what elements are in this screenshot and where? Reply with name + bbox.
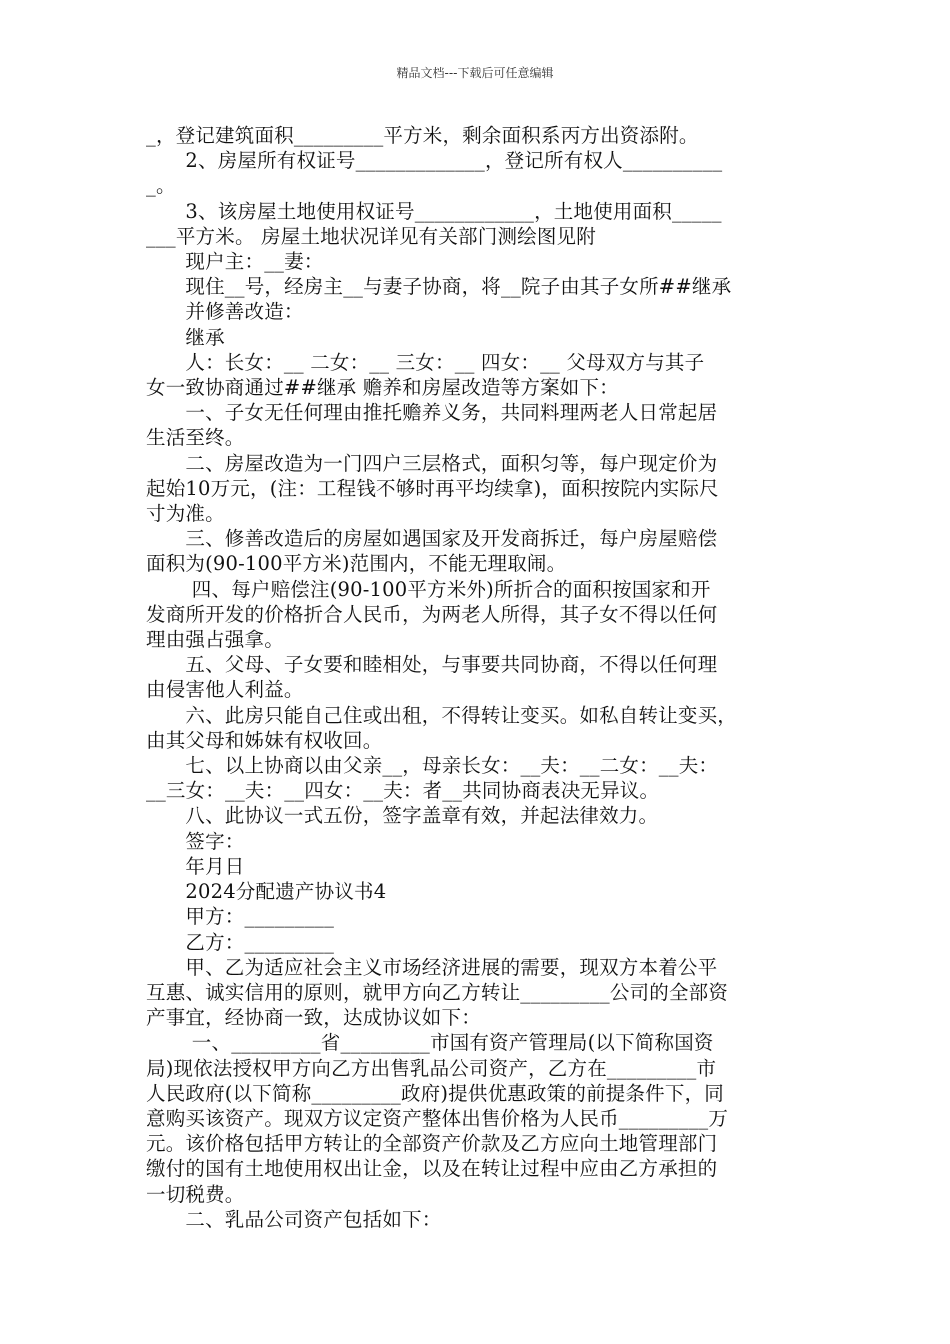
page-header: 精品文档---下载后可任意编辑 (396, 66, 554, 80)
text-line: 生活至终。 (146, 426, 245, 450)
text-line: 八、此协议一式五份，签字盖章有效，并起法律效力。 (146, 804, 659, 828)
text-line: 人：长女：__ 二女：__ 三女：__ 四女：__ 父母双方与其子 (146, 350, 705, 374)
text-line: 二、乳品公司资产包括如下： (146, 1207, 442, 1231)
text-line: 四、每户赔偿注(90-100平方米外)所折合的面积按国家和开 (146, 577, 711, 601)
document-body (146, 123, 818, 1232)
text-line: 并修善改造： (146, 300, 304, 324)
text-line: 一切税费。 (146, 1182, 245, 1206)
text-line: 签字： (146, 829, 245, 853)
text-line: 2、房屋所有权证号_____________，登记所有权人__________ (146, 149, 723, 173)
text-line: _。 (146, 174, 176, 198)
text-line: 局)现依法授权甲方向乙方出售乳品公司资产，乙方在_________市 (146, 1056, 717, 1080)
text-line: 面积为(90-100平方米)范围内，不能无理取闹。 (146, 552, 567, 576)
text-line: 缴付的国有土地使用权出让金，以及在转让过程中应由乙方承担的 (146, 1157, 718, 1181)
text-line: 2024分配遗产协议书4 (146, 880, 387, 904)
text-line: 由侵害他人利益。 (146, 678, 304, 702)
text-line: 人民政府(以下简称_________政府)提供优惠政策的前提条件下，同 (146, 1081, 724, 1105)
text-line: __三女：__夫：__四女：__夫：者__共同协商表决无异议。 (146, 779, 660, 803)
text-line: 元。该价格包括甲方转让的全部资产价款及乙方应向土地管理部门 (146, 1132, 718, 1156)
text-line: 现户主：__妻： (146, 250, 324, 274)
text-line: 发商所开发的价格折合人民币，为两老人所得，其子女不得以任何 (146, 602, 718, 626)
text-line: 乙方：_________ (146, 930, 335, 954)
text-line: ___平方米。 房屋土地状况详见有关部门测绘图见附 (146, 224, 596, 248)
text-line: 理由强占强拿。 (146, 628, 284, 652)
text-line: 起始10万元，(注：工程钱不够时再平均续拿)，面积按院内实际尺 (146, 476, 719, 500)
text-line: 二、房屋改造为一门四户三层格式，面积匀等，每户现定价为 (146, 451, 718, 475)
text-line: 现住__号，经房主__与妻子协商，将__院子由其子女所##继承 (146, 275, 732, 299)
text-line: 年月日 (146, 854, 245, 878)
text-line: 继承 (146, 325, 225, 349)
text-line: 由其父母和姊妹有权收回。 (146, 728, 383, 752)
text-line: 3、该房屋土地使用权证号____________，土地使用面积_____ (146, 199, 722, 223)
text-line: 产事宜，经协商一致，达成协议如下： (146, 1006, 481, 1030)
text-line: 七、以上协商以由父亲__，母亲长女：__夫：__二女：__夫： (146, 754, 719, 778)
text-line: 甲方：_________ (146, 905, 335, 929)
text-line: _，登记建筑面积_________平方米，剩余面积系丙方出资添附。 (146, 124, 699, 147)
text-line: 甲、乙为适应社会主义市场经济进展的需要，现双方本着公平 (146, 955, 718, 979)
text-line: 寸为准。 (146, 502, 225, 526)
text-line: 一、_________省_________市国有资产管理局(以下简称国资 (146, 1031, 714, 1055)
text-line: 五、父母、子女要和睦相处，与事要共同协商，不得以任何理 (146, 653, 718, 677)
text-line: 六、此房只能自己住或出租，不得转让变买。如私自转让变买， (146, 703, 738, 727)
text-line: 意购买该资产。现双方议定资产整体出售价格为人民币_________万 (146, 1106, 729, 1130)
text-line: 一、子女无任何理由推托赡养义务，共同料理两老人日常起居 (146, 401, 718, 425)
text-line: 女一致协商通过##继承 赡养和房屋改造等方案如下： (146, 376, 619, 400)
text-line: 三、修善改造后的房屋如遇国家及开发商拆迁，每户房屋赔偿 (146, 527, 718, 551)
text-line: 互惠、诚实信用的原则，就甲方向乙方转让_________公司的全部资 (146, 980, 729, 1004)
